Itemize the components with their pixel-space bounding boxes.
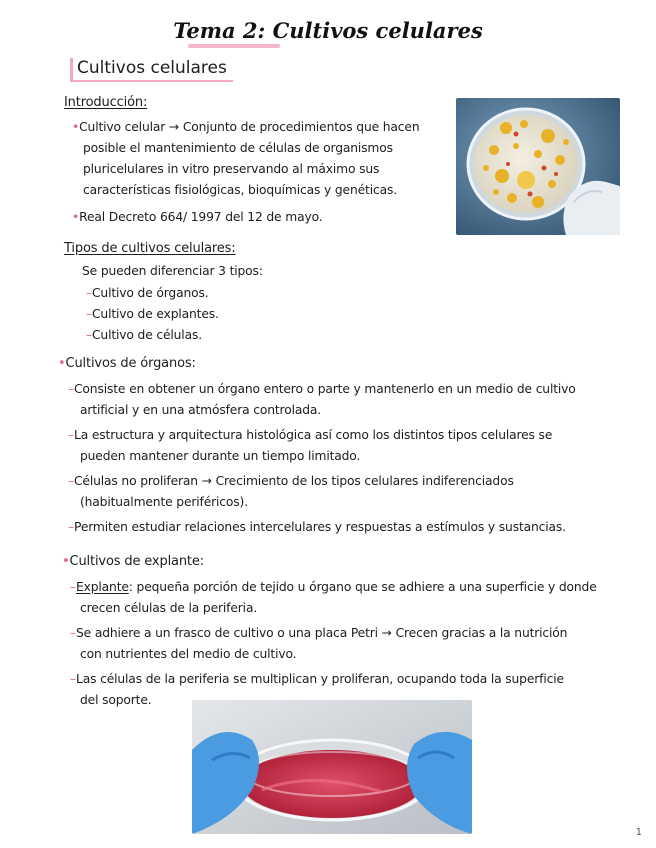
intro-bullet-1-line-2: posible el mantenimiento de células de organismos [83, 141, 393, 155]
explante-heading: •Cultivos de explante: [62, 554, 204, 569]
explante-line: con nutrientes del medio de cultivo. [80, 647, 297, 661]
subject-heading: Cultivos celulares [70, 58, 233, 82]
tipos-intro: Se pueden diferenciar 3 tipos: [82, 264, 263, 278]
tipos-item: –Cultivo de órganos. [86, 286, 209, 300]
organos-line: –La estructura y arquitectura histológica así como los distintos tipos celulares se [68, 428, 553, 442]
organos-line: (habitualmente periféricos). [80, 495, 248, 509]
organos-line: pueden mantener durante un tiempo limitado. [80, 449, 361, 463]
organos-line: –Permiten estudiar relaciones intercelulares y respuestas a estímulos y sustancias. [68, 520, 566, 534]
intro-bullet-1-line-3: pluricelulares in vitro preservando al máximo sus [83, 162, 380, 176]
explante-line: del soporte. [80, 693, 152, 707]
intro-heading: Introducción: [64, 95, 148, 110]
intro-bullet-1: •Cultivo celular → Conjunto de procedimientos que hacen [72, 120, 420, 134]
explante-line: –Se adhiere a un frasco de cultivo o una placa Petri → Crecen gracias a la nutrición [70, 626, 568, 640]
petri-dish-photo [456, 98, 620, 235]
explante-line: –Explante: pequeña porción de tejido u órgano que se adhiere a una superficie y donde [70, 580, 597, 594]
explante-line: crecen células de la periferia. [80, 601, 258, 615]
tipos-heading: Tipos de cultivos celulares: [64, 241, 236, 256]
gloved-hands-petri-photo [192, 700, 472, 834]
organos-line: –Células no proliferan → Crecimiento de los tipos celulares indiferenciados [68, 474, 514, 488]
organos-line: –Consiste en obtener un órgano entero o parte y mantenerlo en un medio de cultivo [68, 382, 576, 396]
title-highlight [188, 44, 280, 48]
page-number: 1 [635, 827, 642, 838]
page-title: Tema 2: Cultivos celulares [173, 18, 483, 43]
intro-bullet-1-line-4: características fisiológicas, bioquímicas y genéticas. [83, 183, 397, 197]
organos-heading: •Cultivos de órganos: [58, 356, 196, 371]
tipos-item: –Cultivo de células. [86, 328, 202, 342]
organos-line: artificial y en una atmósfera controlada. [80, 403, 322, 417]
intro-bullet-2: •Real Decreto 664/ 1997 del 12 de mayo. [72, 210, 323, 224]
explante-line: –Las células de la periferia se multiplican y proliferan, ocupando toda la superficie [70, 672, 564, 686]
tipos-item: –Cultivo de explantes. [86, 307, 219, 321]
